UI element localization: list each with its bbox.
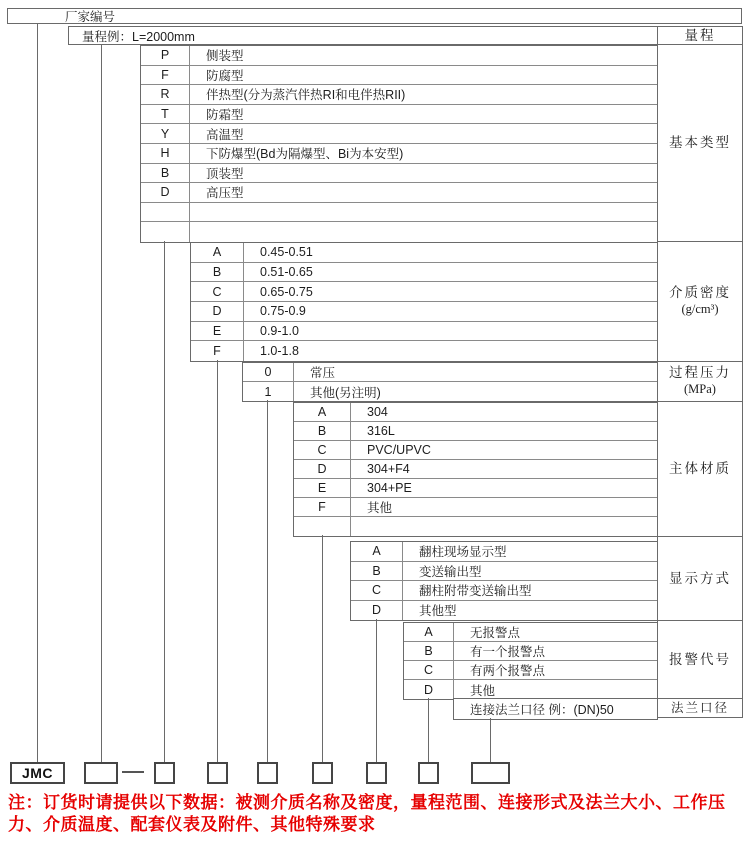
code-cell: B (191, 263, 244, 282)
desc-cell: 翻柱现场显示型 (419, 545, 507, 560)
desc-cell: 无报警点 (470, 626, 521, 640)
code-cell: D (351, 601, 403, 621)
desc-cell: 变送输出型 (419, 564, 482, 579)
connector-line (490, 718, 491, 762)
code-cell: C (191, 282, 244, 301)
code-cell: F (141, 66, 190, 85)
connector-line (164, 241, 165, 762)
section-basic-type (140, 45, 658, 243)
desc-cell: 高温型 (206, 127, 244, 142)
table-row (191, 322, 657, 342)
code-cell: Y (141, 124, 190, 143)
desc-cell: 304 (367, 405, 388, 419)
connector-line (217, 360, 218, 762)
range-example-row (68, 26, 658, 45)
label-column-separator (658, 241, 742, 242)
side-label-display-mode: 显示方式 (669, 570, 731, 586)
connector-line (267, 400, 268, 762)
desc-cell: 316L (367, 424, 395, 438)
side-label-process-pressure: 过程压力 (MPa) (669, 365, 731, 396)
desc-cell: 顶装型 (206, 166, 244, 181)
connector-line (322, 535, 323, 762)
section-medium-density (190, 242, 658, 362)
section-flange-size (453, 698, 658, 720)
code-cell: B (141, 164, 190, 183)
code-cell: C (351, 581, 403, 600)
desc-cell: 其他 (367, 501, 393, 515)
table-row (191, 243, 657, 263)
side-label-flange-size: 法兰口径 (670, 700, 729, 715)
section-body-material (293, 402, 658, 537)
side-label-alarm-code: 报警代号 (669, 651, 731, 667)
desc-cell (190, 203, 657, 222)
section-display-mode (350, 541, 658, 621)
desc-cell: 0.9-1.0 (260, 324, 299, 339)
code-box (471, 762, 510, 784)
table-row (191, 263, 657, 283)
desc-cell: 其他型 (419, 604, 457, 619)
table-row (141, 144, 657, 164)
label-column-separator (658, 401, 742, 402)
code-cell: C (404, 661, 454, 679)
table-row (294, 441, 657, 460)
desc-cell: 下防爆型(Bd为隔爆型、Bi为本安型) (206, 147, 404, 162)
desc-cell: 0.51-0.65 (260, 265, 313, 280)
section-alarm-code (403, 622, 658, 700)
label-column-separator (658, 44, 742, 45)
table-row (294, 403, 657, 422)
table-row (141, 164, 657, 184)
table-row (294, 479, 657, 498)
model-prefix-label: JMC (21, 765, 54, 781)
code-cell: B (294, 422, 351, 440)
label-column-separator (658, 536, 742, 537)
desc-cell: 防霜型 (206, 108, 244, 123)
code-cell: F (294, 498, 351, 516)
code-cell: P (141, 46, 190, 65)
desc-cell: 其他(另注明) (310, 385, 381, 400)
code-cell: A (294, 403, 351, 421)
side-label-basic-type: 基本类型 (669, 135, 731, 150)
code-cell: D (294, 460, 351, 478)
connector-line (37, 23, 38, 762)
code-cell: D (191, 302, 244, 321)
table-row (294, 498, 657, 517)
connector-line (101, 44, 102, 762)
table-row (351, 562, 657, 582)
label-column-separator (658, 698, 742, 699)
table-row (141, 203, 657, 223)
table-row (141, 222, 657, 242)
code-cell: C (294, 441, 351, 459)
desc-cell: PVC/UPVC (367, 443, 431, 457)
code-cell: A (191, 243, 244, 262)
code-cell: E (191, 322, 244, 341)
side-label-medium-density: 介质密度 (g/cm³) (669, 285, 731, 316)
table-row (404, 642, 657, 661)
code-box (84, 762, 118, 784)
code-box (366, 762, 387, 784)
table-row (243, 382, 657, 401)
desc-cell: 连接法兰口径 例：(DN)50 (470, 703, 614, 717)
table-row (141, 183, 657, 203)
table-row (294, 460, 657, 479)
side-label-body-material: 主体材质 (669, 461, 731, 476)
label-column-separator (658, 361, 742, 362)
connector-line (428, 698, 429, 762)
desc-cell: 0.75-0.9 (260, 304, 306, 319)
table-row (351, 601, 657, 621)
section-process-pressure (242, 362, 658, 402)
code-cell: T (141, 105, 190, 124)
table-row (191, 302, 657, 322)
desc-cell: 有一个报警点 (470, 645, 546, 659)
code-box (154, 762, 175, 784)
table-row (141, 66, 657, 86)
code-cell: A (404, 623, 454, 641)
table-row (294, 422, 657, 441)
table-row (141, 105, 657, 125)
code-separator-dash (122, 771, 144, 773)
table-row (351, 542, 657, 562)
table-row (141, 124, 657, 144)
desc-cell: 其他 (470, 683, 496, 698)
desc-cell: 0.65-0.75 (260, 284, 313, 299)
table-row (404, 680, 657, 699)
code-cell: F (191, 341, 244, 361)
code-box (418, 762, 439, 784)
table-row (191, 341, 657, 361)
code-cell: A (351, 542, 403, 561)
table-row (191, 282, 657, 302)
code-cell: R (141, 85, 190, 104)
manufacturer-code-label: 厂家编号 (65, 10, 116, 24)
model-prefix-box (10, 762, 65, 784)
code-cell: H (141, 144, 190, 163)
code-box (257, 762, 278, 784)
order-note: 注：订货时请提供以下数据：被测介质名称及密度，量程范围、连接形式及法兰大小、工作压力、介质温度、配套仪表及附件、其他特殊要求 (8, 793, 726, 834)
code-cell: 1 (243, 382, 294, 401)
desc-cell: 304+PE (367, 481, 412, 495)
desc-cell: 0.45-0.51 (260, 245, 313, 260)
table-row (351, 581, 657, 601)
label-column-separator (658, 620, 742, 621)
table-row (404, 661, 657, 680)
desc-cell: 有两个报警点 (470, 664, 546, 678)
desc-cell: 伴热型(分为蒸汽伴热RI和电伴热RII) (206, 88, 406, 103)
code-cell (294, 517, 351, 536)
range-example-label: 量程例：L=2000mm (82, 29, 195, 44)
code-box (207, 762, 228, 784)
side-label-range: 量程 (684, 27, 716, 43)
code-cell: B (404, 642, 454, 660)
desc-cell: 1.0-1.8 (260, 344, 299, 359)
code-cell (141, 222, 190, 242)
table-row (141, 46, 657, 66)
code-cell: D (404, 680, 454, 699)
desc-cell: 防腐型 (206, 68, 244, 83)
desc-cell: 常压 (310, 366, 336, 380)
desc-cell (190, 222, 657, 242)
code-box (312, 762, 333, 784)
table-row (294, 517, 657, 536)
code-cell: B (351, 562, 403, 581)
code-cell: D (141, 183, 190, 202)
code-cell: E (294, 479, 351, 497)
desc-cell: 高压型 (206, 186, 244, 201)
desc-cell: 304+F4 (367, 462, 410, 476)
manufacturer-code-row (7, 8, 742, 24)
desc-cell: 侧装型 (206, 49, 244, 64)
table-row (243, 363, 657, 382)
desc-cell (351, 517, 657, 536)
connector-line (376, 619, 377, 762)
table-row (454, 699, 657, 719)
desc-cell: 翻柱附带变送输出型 (419, 584, 532, 599)
code-cell (141, 203, 190, 222)
table-row (404, 623, 657, 642)
table-row (141, 85, 657, 105)
code-cell: 0 (243, 363, 294, 381)
